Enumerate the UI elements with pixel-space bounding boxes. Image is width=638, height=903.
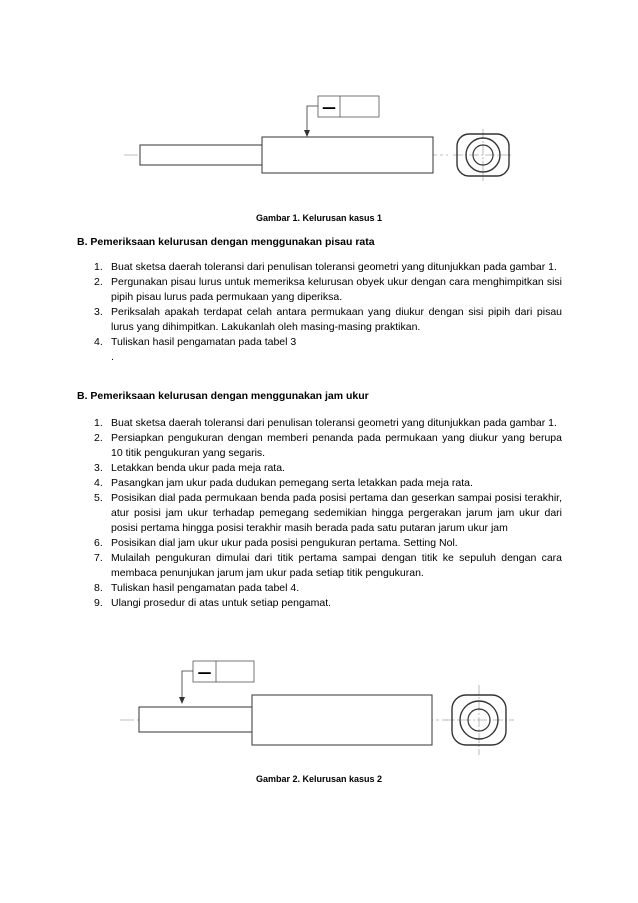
- leader-line: [307, 106, 318, 131]
- list-item: 6. Posisikan dial jam ukur ukur pada posisi pengukuran pertama. Setting Nol.: [94, 537, 458, 549]
- list-item: 1. Buat sketsa daerah toleransi dari penulisan toleransi geometri yang ditunjukkan pada gambar 1.: [94, 261, 557, 273]
- list-trailing-dot: .: [111, 351, 114, 363]
- leader-line: [182, 671, 193, 698]
- list-item: 9. Ulangi prosedur di atas untuk setiap pengamat.: [94, 597, 332, 609]
- list-item: 1. Buat sketsa daerah toleransi dari penulisan toleransi geometri yang ditunjukkan pada gambar 1.: [94, 417, 557, 429]
- end-view: [453, 129, 513, 181]
- list-item: 3. Periksalah apakah terdapat celah antara permukaan yang diukur dengan sisi pipih dari pisau lurus yang dihimpitkan. Lakukanlah oleh masing-masing praktikan.: [94, 306, 562, 333]
- section-b2-list: [77, 416, 562, 611]
- straightness-symbol: —: [197, 665, 212, 681]
- section-b2-title: B. Pemeriksaan kelurusan dengan menggunakan jam ukur: [77, 390, 369, 402]
- leader-arrowhead: [304, 130, 310, 137]
- figure-1-drawing: [0, 0, 638, 210]
- figure-2-drawing: [0, 640, 638, 770]
- figure-2-caption: Gambar 2. Kelurusan kasus 2: [255, 774, 383, 784]
- section-b1-list: [77, 260, 562, 365]
- list-item: 2. Persiapkan pengukuran dengan memberi penanda pada permukaan yang diukur yang berupa 10 titik pengukuran yang segaris.: [94, 432, 562, 459]
- straightness-symbol: —: [322, 100, 336, 116]
- list-item: 8. Tuliskan hasil pengamatan pada tabel 4.: [94, 582, 300, 594]
- list-item: 4. Pasangkan jam ukur pada dudukan pemegang serta letakkan pada meja rata.: [94, 477, 473, 489]
- shaft-large: [252, 695, 432, 745]
- end-view: [445, 685, 514, 755]
- list-item: 7. Mulailah pengukuran dimulai dari titik pertama sampai dengan titik ke sepuluh dengan cara membaca penunjukan jarum jam ukur pada setiap titik pengukuran.: [94, 552, 562, 579]
- shaft-small: [140, 145, 262, 165]
- list-item: 3. Letakkan benda ukur pada meja rata.: [94, 462, 285, 474]
- leader-arrowhead: [179, 697, 185, 704]
- section-b1-title: B. Pemeriksaan kelurusan dengan menggunakan pisau rata: [77, 236, 375, 248]
- shaft-small: [139, 707, 252, 732]
- list-item: 4. Tuliskan hasil pengamatan pada tabel 3: [94, 336, 297, 348]
- figure-1-caption: Gambar 1. Kelurusan kasus 1: [255, 213, 383, 223]
- list-item: 5. Posisikan dial pada permukaan benda pada posisi pertama dan geserkan sampai posisi terakhir, atur posisi jam ukur terhadap pemegang sedemikian hingga pergerakan jarum jam ukur dari posisi pertama hingga posisi terakhir masih berada pada satu putaran jarum ukur jam: [94, 492, 562, 534]
- list-item: 2. Pergunakan pisau lurus untuk memeriksa kelurusan obyek ukur dengan cara menghimpitkan sisi pipih pisau lurus pada permukaan yang diperiksa.: [94, 276, 562, 303]
- shaft-large: [262, 137, 433, 173]
